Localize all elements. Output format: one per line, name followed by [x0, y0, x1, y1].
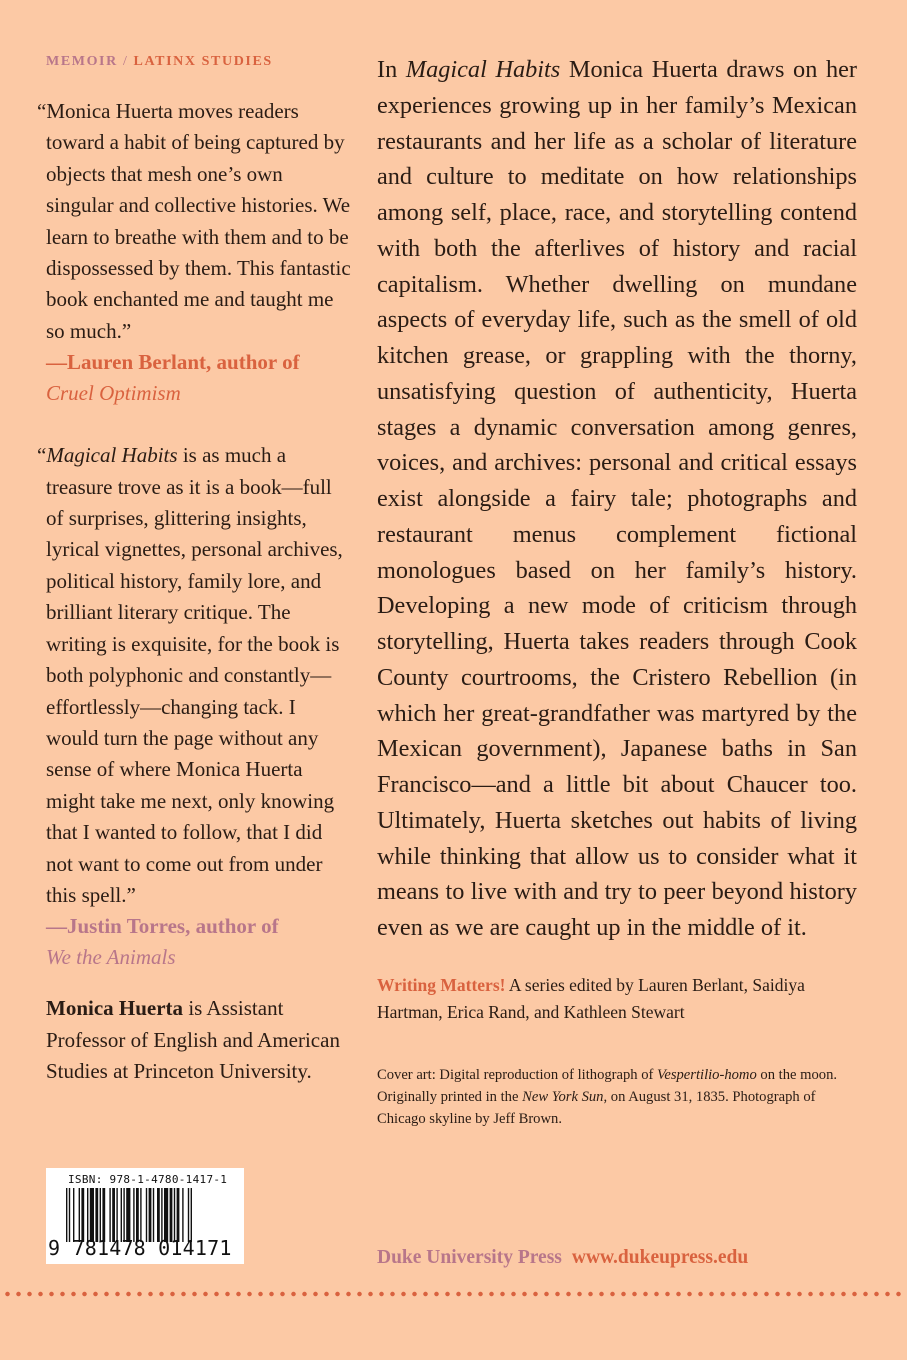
barcode-bar: [177, 1188, 180, 1242]
quote-book-title: Magical Habits: [46, 443, 178, 468]
barcode-bar: [121, 1188, 122, 1242]
credit-text-2: on the moon. Originally printed in the: [377, 1066, 838, 1105]
barcode-bar: [140, 1188, 141, 1242]
publisher-line: [377, 1247, 748, 1269]
barcode-bar: [149, 1188, 152, 1242]
barcode-bar: [191, 1188, 192, 1242]
description-lead: In: [377, 56, 406, 83]
attribution-book: We the Animals: [46, 945, 176, 970]
barcode-bar: [95, 1188, 98, 1242]
attribution-book: Cruel Optimism: [46, 381, 181, 406]
endorsement-attribution-torres: [46, 911, 352, 973]
category-separator: /: [122, 54, 129, 69]
isbn-label: ISBN: 978-1-4780-1417-1: [68, 1173, 228, 1186]
barcode-bar: [66, 1188, 67, 1242]
credit-text-1: Cover art: Digital reproduction of lithograph of: [377, 1066, 658, 1083]
credit-species: Vespertilio-homo: [657, 1066, 757, 1083]
barcode-bar: [87, 1188, 88, 1242]
endorsement-quote-berlant: “Monica Huerta moves readers toward a habit of being captured by objects that mesh one’s own singular and collective histories. We learn to breathe with them and to be dispossessed by them. This fantastic book enchanted me and taught me so much.”: [37, 99, 351, 343]
attribution-name: —Lauren Berlant,: [46, 350, 212, 375]
author-name: Monica Huerta: [46, 996, 184, 1021]
attribution-name: —Justin Torres,: [46, 914, 191, 939]
barcode-bar: [133, 1188, 134, 1242]
attribution-role: author of: [190, 914, 279, 939]
barcode-bar: [146, 1188, 147, 1242]
barcode-bar: [136, 1188, 139, 1242]
left-column: [37, 54, 352, 1088]
barcode-bar: [109, 1188, 110, 1242]
publisher-url[interactable]: www.dukeupress.edu: [571, 1247, 749, 1268]
endorsement-attribution-berlant: [46, 347, 352, 409]
barcode-bar: [123, 1188, 124, 1242]
isbn-barcode: [46, 1168, 244, 1264]
barcode-bar: [182, 1188, 183, 1242]
barcode-bar: [102, 1188, 105, 1242]
barcode-bar: [79, 1188, 80, 1242]
quote-open-mark: “: [37, 443, 47, 468]
barcode-bar: [100, 1188, 101, 1242]
description-body: Monica Huerta draws on her experiences growing up in her family’s Mexican restaurants and her life as a scholar of literature and culture to meditate on how relationships among self, place, race, and storytelling contend with both the afterlives of history and racial capitalism. Whether dwelling on mundane aspects of everyday life, such as the smell of old kitchen grease, or grappling with the thorny, unsatisfying question of authenticity, Huerta stages a dynamic conversation among genres, voices, and archives: personal and critical essays exist alongside a fairy tale; photographs and restaurant menus complement fictional monologues based on her family’s history. Developing a new mode of criticism through storytelling, Huerta takes readers through Cook County courtrooms, the Cristero Rebellion (in which her great-grandfather was martyred by the Mexican government), Japanese baths in San Francisco—and a little bit about Chaucer too. Ultimately, Huerta sketches out habits of living while thinking that allow us to consider what it means to live with and try to peer beyond history even as we are caught up in the middle of it.: [377, 56, 857, 941]
barcode-bar: [81, 1188, 84, 1242]
barcode-bar: [112, 1188, 115, 1242]
barcode-bar: [69, 1188, 70, 1242]
barcode-bar: [90, 1188, 94, 1242]
endorsement-quote-torres: [37, 440, 352, 911]
author-bio: [46, 993, 352, 1087]
description-book-title: Magical Habits: [405, 56, 561, 83]
cover-credit: [377, 1064, 857, 1130]
author-bio-text: is Assistant Professor of English and American Studies at Princeton University.: [46, 996, 340, 1084]
barcode-bar: [126, 1188, 130, 1242]
ean-digits: 9 781478 014171: [48, 1236, 232, 1260]
barcode-bars: [66, 1188, 240, 1242]
series-editors: A series edited by Lauren Berlant, Saidiya Hartman, Erica Rand, and Kathleen Stewart: [377, 974, 805, 1022]
series-name: Writing Matters!: [377, 974, 506, 995]
credit-text-3: , on August 31, 1835. Photograph of Chicago skyline by Jeff Brown.: [377, 1088, 816, 1127]
barcode-bar: [161, 1188, 162, 1242]
book-description: [377, 52, 857, 946]
barcode-bar: [174, 1188, 175, 1242]
dotted-divider: [2, 1290, 905, 1298]
barcode-bar: [153, 1188, 154, 1242]
barcode-bar: [170, 1188, 173, 1242]
category-label: [46, 54, 352, 70]
barcode-bar: [157, 1188, 160, 1242]
credit-newspaper: New York Sun: [522, 1088, 604, 1105]
series-note: [377, 972, 857, 1026]
barcode-bar: [73, 1188, 74, 1242]
barcode-bar: [188, 1188, 189, 1242]
barcode-bar: [164, 1188, 168, 1242]
attribution-role: author of: [211, 350, 300, 375]
right-column: [377, 52, 857, 1130]
category-memoir: MEMOIR: [46, 54, 118, 69]
category-latinx-studies: LATINX STUDIES: [133, 54, 273, 69]
quote-body: is as much a treasure trove as it is a book—full of surprises, glittering insights, lyrical vignettes, personal archives, political history, family lore, and brilliant literary critique. The writing is exquisite, for the book is both polyphonic and constantly—effortlessly—changing tack. I would turn the page without any sense of where Monica Huerta might take me next, only knowing that I wanted to follow, that I did not want to come out from under this spell.”: [46, 443, 343, 907]
barcode-bar: [116, 1188, 117, 1242]
publisher-name: Duke University Press: [377, 1247, 562, 1268]
